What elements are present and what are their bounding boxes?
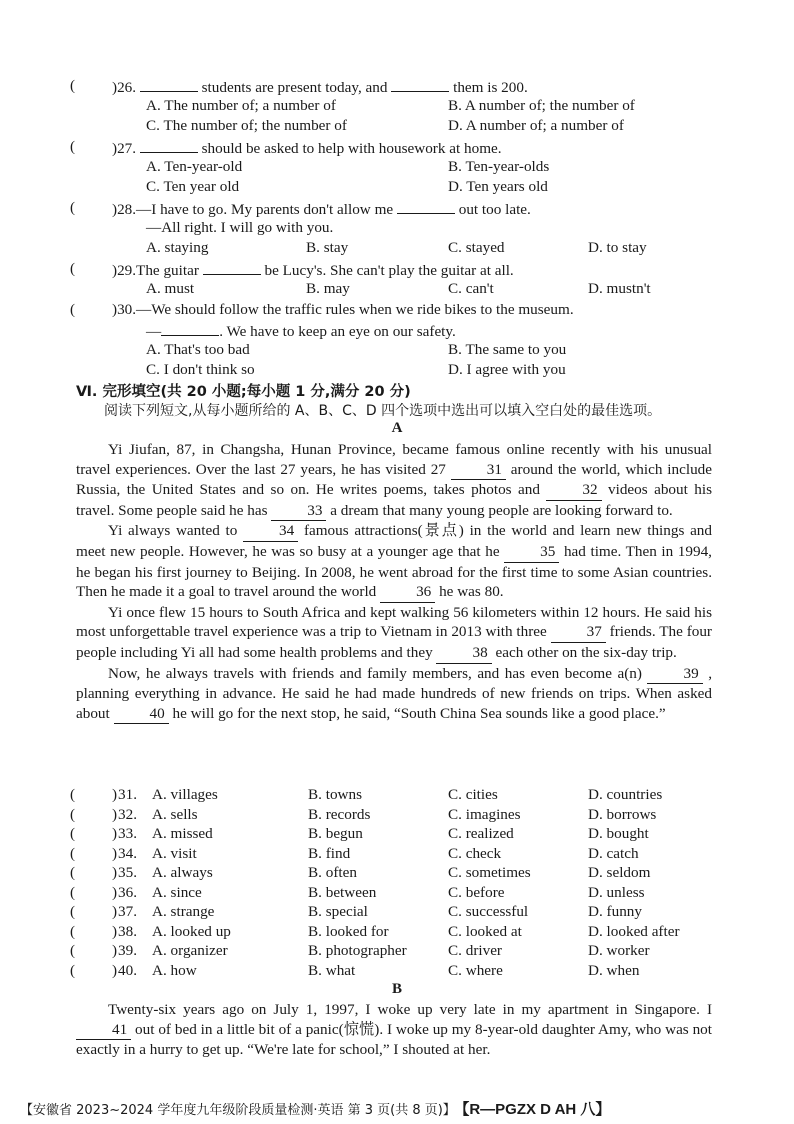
answer-blank	[397, 198, 455, 214]
option-c: C. driver	[448, 942, 502, 959]
numbered-blank: 38	[436, 643, 491, 664]
dialogue-line: — . We have to keep an eye on our safety.	[146, 320, 456, 342]
paren: (	[70, 199, 76, 216]
option-a: A. organizer	[152, 942, 228, 959]
numbered-blank: 31	[451, 460, 506, 481]
option-b: B. begun	[308, 825, 363, 842]
paragraph: Yi once flew 15 hours to South Africa and kept walking 56 kilometers within 12 hours. He said his most unforgettable travel experience was a trip to Vietnam in 2013 with three 37 friends. The four people including Yi all had some health problems and they 38 each other on the six-day trip.	[76, 603, 712, 664]
option-c: C. where	[448, 961, 503, 979]
option-a: A. missed	[152, 825, 213, 842]
passage-label: B	[391, 981, 402, 997]
numbered-blank: 37	[551, 622, 606, 643]
question-30: )30.—We should follow the traffic rules when we ride bikes to the museum.	[112, 301, 574, 318]
numbered-blank: 39	[647, 664, 702, 685]
question-26: )26. students are present today, and them is 200.	[112, 76, 528, 98]
paren: (	[70, 260, 76, 277]
paragraph: Twenty-six years ago on July 1, 1997, I woke up very late in my apartment in Singapore. I 41 out of bed in a little bit of a panic(惊慌). I woke up my 8-year-old daughter Amy, who was not exactly in a hurry to get up. “We're late for school,” I shouted at her.	[76, 1001, 712, 1059]
option-row: ( ) 32. A. sells B. records C. imagines D. borrows	[70, 805, 657, 823]
answer-blank	[391, 76, 449, 92]
numbered-blank: 40	[114, 704, 169, 725]
footer-text: 【安徽省 2023~2024 学年度九年级阶段质量检测·英语 第 3 页(共 8 页)】	[20, 1103, 456, 1118]
option-c: C. I don't think so	[146, 361, 255, 378]
option-b: B. records	[308, 805, 371, 823]
numbered-blank: 33	[271, 501, 326, 522]
option-row: ( ) 40. A. how B. what C. where D. when	[70, 961, 640, 979]
answer-blank	[161, 320, 219, 336]
option-a: A. Ten-year-old	[146, 158, 243, 175]
option-a: A. always	[152, 864, 213, 881]
option-b: B. looked for	[308, 922, 389, 940]
option-c: C. The number of; the number of	[146, 117, 347, 134]
option-c: C. successful	[448, 903, 529, 920]
numbered-blank: 41	[76, 1020, 131, 1041]
option-b: B. Ten-year-olds	[448, 158, 550, 175]
answer-blank	[140, 76, 198, 92]
question-29: )29.The guitar be Lucy's. She can't play the guitar at all.	[112, 259, 514, 281]
option-b: B. A number of; the number of	[448, 97, 635, 114]
option-b: B. photographer	[308, 942, 407, 959]
option-a: A. strange	[152, 903, 215, 920]
option-c: C. realized	[448, 825, 514, 842]
numbered-blank: 34	[243, 521, 298, 542]
option-b: B. between	[308, 883, 377, 901]
option-c: C. sometimes	[448, 864, 531, 881]
option-a: A. since	[152, 883, 202, 901]
paragraph: Yi Jiufan, 87, in Changsha, Hunan Province, became famous online recently with his unusual travel experiences. Over the last 27 years, he has visited 27 31 around the world, which include Russia, the United States and so on. He writes poems, takes photos and 32 videos about his travel. Some people said he has 33 a dream that many young people are looking forward to.	[76, 440, 712, 521]
option-b: B. The same to you	[448, 341, 567, 358]
option-a: A. sells	[152, 805, 198, 823]
option-b: B. often	[308, 864, 357, 881]
paren: (	[70, 138, 76, 155]
option-c: C. before	[448, 883, 505, 901]
option-row: ( ) 35. A. always B. often C. sometimes D. seldom	[70, 864, 651, 881]
option-c: C. can't	[448, 280, 494, 297]
option-a: A. villages	[152, 786, 218, 803]
question-28: )28.—I have to go. My parents don't allow me out too late.	[112, 198, 531, 220]
option-a: A. staying	[146, 239, 209, 256]
option-d: D. to stay	[588, 239, 647, 256]
option-row: ( ) 38. A. looked up B. looked for C. looked at D. looked after	[70, 922, 680, 940]
passage-label: A	[391, 420, 403, 436]
option-d: D. when	[588, 961, 640, 979]
option-d: D. borrows	[588, 805, 657, 823]
option-a: A. looked up	[152, 922, 231, 940]
option-c: C. check	[448, 844, 502, 862]
option-d: D. countries	[588, 786, 663, 803]
option-b: B. stay	[306, 239, 349, 256]
paragraph: Now, he always travels with friends and family members, and has even become a(n) 39 , planning everything in advance. He said he had made hundreds of new friends on trips. When asked about 40 he will go for the next stop, he said, “South China Sea sounds like a good place.”	[76, 664, 712, 725]
option-a: A. The number of; a number of	[146, 97, 336, 114]
option-d: D. worker	[588, 942, 650, 959]
section-instruction: 阅读下列短文,从每小题所给的 A、B、C、D 四个选项中选出可以填入空白处的最佳选项。	[104, 403, 662, 419]
option-b: B. find	[308, 844, 351, 862]
page-footer	[20, 1098, 780, 1119]
dialogue-line: —All right. I will go with you.	[146, 219, 334, 236]
numbered-blank: 35	[504, 542, 559, 563]
option-c: C. looked at	[448, 922, 522, 940]
option-d: D. bought	[588, 825, 649, 842]
numbered-blank: 36	[380, 582, 435, 603]
option-a: A. must	[146, 280, 195, 297]
paragraph: Yi always wanted to 34 famous attractions(景点) in the world and learn new things and meet new people. However, he was so busy at a younger age that he 35 had time. Then in 1994, he began his first journey to Beijing. In 2008, he went abroad for the first time to some Asian countries. Then he made it a goal to travel around the world 36 he was 80.	[76, 521, 712, 602]
exam-code: 【R—PGZX D AH 八】	[461, 1101, 611, 1118]
option-d: D. unless	[588, 883, 645, 901]
question-27: )27. should be asked to help with housework at home.	[112, 137, 502, 159]
option-b: B. what	[308, 961, 356, 979]
option-d: D. Ten years old	[448, 178, 548, 195]
option-b: B. may	[306, 280, 350, 297]
option-b: B. special	[308, 903, 368, 920]
option-c: C. imagines	[448, 805, 521, 823]
option-d: D. seldom	[588, 864, 651, 881]
option-d: D. catch	[588, 844, 639, 862]
option-c: C. Ten year old	[146, 178, 240, 195]
answer-blank	[140, 137, 198, 153]
option-row: ( ) 39. A. organizer B. photographer C. driver D. worker	[70, 942, 650, 959]
option-a: A. visit	[152, 844, 197, 862]
option-d: D. funny	[588, 903, 642, 920]
paren: (	[70, 77, 76, 94]
option-row: ( ) 33. A. missed B. begun C. realized D. bought	[70, 825, 649, 842]
passage-b	[76, 1000, 712, 1060]
option-row: ( ) 36. A. since B. between C. before D. unless	[70, 883, 645, 901]
passage-a	[76, 440, 712, 724]
option-row: ( ) 37. A. strange B. special C. successful D. funny	[70, 903, 642, 920]
option-d: D. mustn't	[588, 280, 651, 297]
option-d: D. looked after	[588, 922, 680, 940]
option-b: B. towns	[308, 786, 363, 803]
option-a: A. how	[152, 961, 197, 979]
option-row: ( ) 31. A. villages B. towns C. cities D. countries	[70, 786, 663, 803]
numbered-blank: 32	[546, 480, 601, 501]
section-title: Ⅵ. 完形填空(共 20 小题;每小题 1 分,满分 20 分)	[76, 384, 411, 400]
paren: (	[70, 301, 76, 318]
option-c: C. stayed	[448, 239, 505, 256]
option-d: D. A number of; a number of	[448, 117, 624, 134]
answer-blank	[203, 259, 261, 275]
option-row: ( ) 34. A. visit B. find C. check D. catch	[70, 844, 639, 862]
option-c: C. cities	[448, 786, 498, 803]
option-d: D. I agree with you	[448, 361, 566, 378]
option-a: A. That's too bad	[146, 341, 250, 358]
